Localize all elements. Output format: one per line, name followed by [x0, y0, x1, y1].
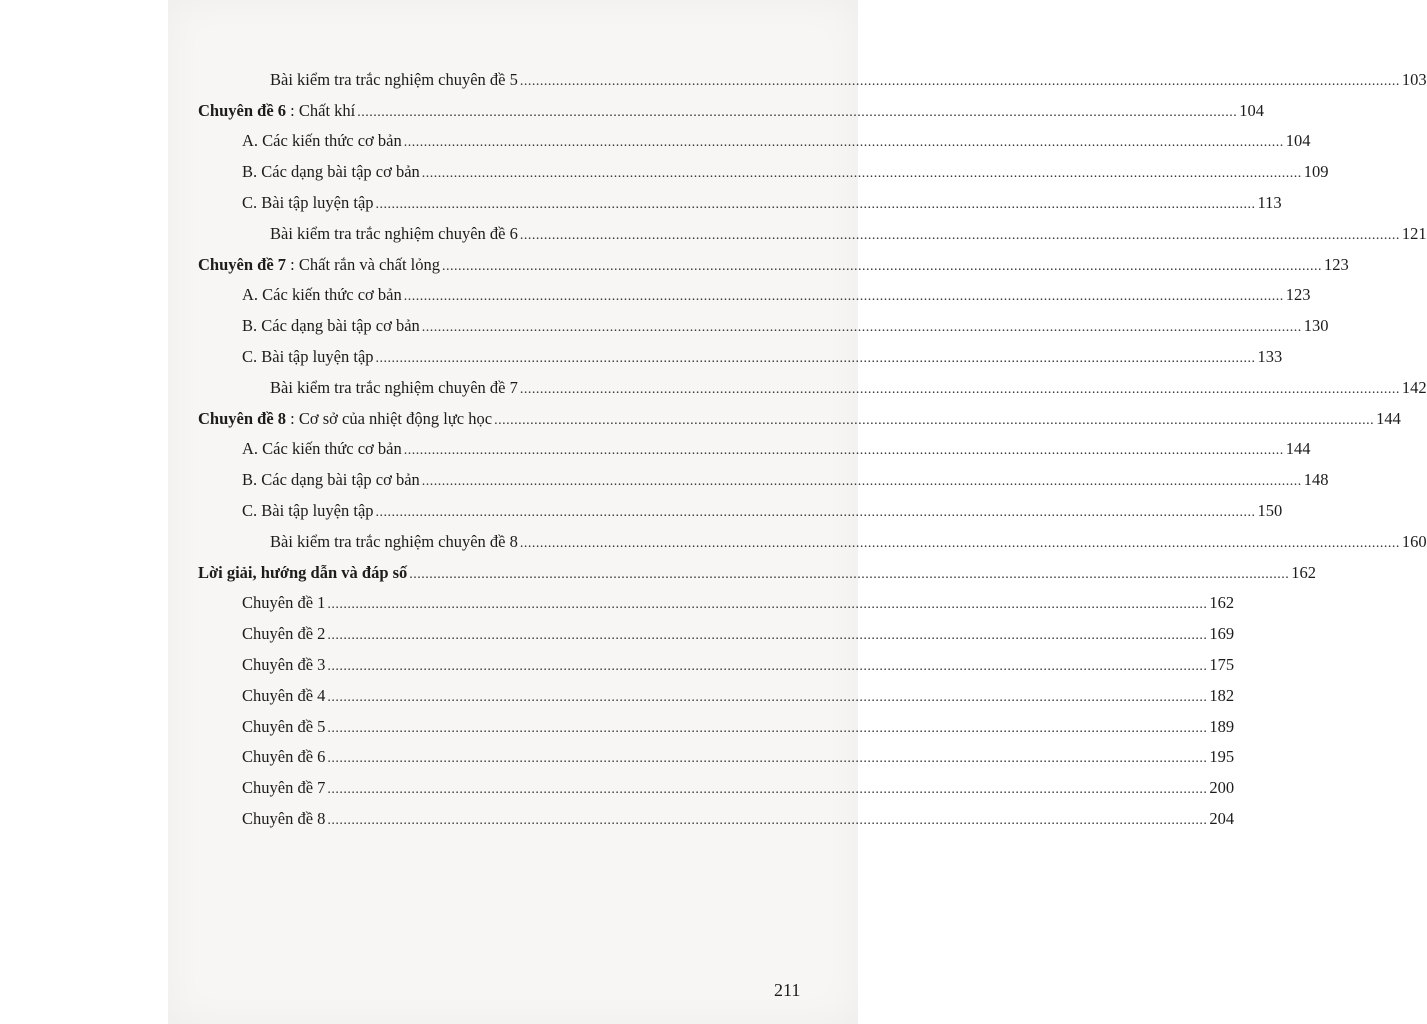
- toc-entry-title: Chuyên đề 5: [242, 716, 326, 736]
- toc-entry: [242, 586, 1235, 617]
- toc-entry-title: C. Bài tập luyện tập: [242, 500, 374, 520]
- toc-entry-heading: Chuyên đề 7: [198, 254, 287, 274]
- toc-entry: [198, 247, 1349, 278]
- toc-entry-title: Chuyên đề 7: [242, 778, 326, 798]
- dot-leader: ............................................................................................................................................................................................................................: [327, 782, 1208, 798]
- toc-entry-page: 144: [1285, 439, 1311, 459]
- dot-leader: ............................................................................................................................................................................................................................: [519, 227, 1400, 243]
- toc-entry-label: [242, 162, 422, 182]
- dot-leader: ............................................................................................................................................................................................................................: [442, 258, 1322, 274]
- toc-entry-label: [242, 747, 327, 767]
- toc-entry: [270, 524, 1427, 555]
- toc-entry-title: A. Các kiến thức cơ bản: [242, 285, 402, 305]
- toc-entry-page: 182: [1209, 685, 1235, 705]
- toc-entry-label: [242, 655, 327, 675]
- toc-entry-label: [242, 285, 404, 305]
- toc-entry-label: [270, 70, 520, 90]
- toc-entry-label: [242, 778, 327, 798]
- toc-entry: [242, 308, 1329, 339]
- toc-entry-page: 150: [1257, 500, 1283, 520]
- toc-entry-title: Chuyên đề 1: [242, 593, 326, 613]
- toc-entry: [242, 154, 1329, 185]
- toc-entry-page: 113: [1257, 192, 1282, 212]
- toc-entry: [242, 185, 1282, 216]
- toc-entry-page: 144: [1376, 408, 1401, 428]
- toc-entry: [198, 401, 1401, 432]
- toc-entry-page: 200: [1209, 778, 1235, 798]
- toc-entry-title: : Chất rắn và chất lỏng: [286, 254, 440, 274]
- toc-entry-label: [270, 378, 520, 398]
- toc-entry-page: 121: [1401, 223, 1427, 243]
- toc-entry-label: [242, 131, 404, 151]
- toc-entry-title: A. Các kiến thức cơ bản: [242, 439, 402, 459]
- dot-leader: ............................................................................................................................................................................................................................: [403, 443, 1284, 459]
- dot-leader: ............................................................................................................................................................................................................................: [375, 196, 1256, 212]
- dot-leader: ............................................................................................................................................................................................................................: [519, 381, 1400, 397]
- dot-leader: ............................................................................................................................................................................................................................: [327, 689, 1208, 705]
- toc-entry-label: [242, 316, 422, 336]
- book-page: [168, 0, 1427, 1024]
- toc-entry: [242, 678, 1235, 709]
- toc-entry-page: 123: [1285, 285, 1311, 305]
- toc-entry-title: A. Các kiến thức cơ bản: [242, 131, 402, 151]
- toc-entry-heading: Lời giải, hướng dẫn và đáp số: [198, 562, 408, 582]
- toc-entry-label: [242, 809, 327, 829]
- toc-entry-label: [242, 593, 327, 613]
- dot-leader: ............................................................................................................................................................................................................................: [375, 504, 1256, 520]
- toc-entry-title: Chuyên đề 8: [242, 808, 326, 828]
- toc-entry-title: Bài kiểm tra trắc nghiệm chuyên đề 7: [270, 377, 518, 397]
- dot-leader: ............................................................................................................................................................................................................................: [421, 474, 1302, 490]
- toc-entry-page: 169: [1209, 624, 1235, 644]
- toc-entry-title: Chuyên đề 6: [242, 747, 326, 767]
- toc-entry-label: [242, 470, 422, 490]
- toc-list: [168, 62, 1427, 832]
- dot-leader: ............................................................................................................................................................................................................................: [327, 658, 1208, 674]
- table-of-contents: [168, 62, 1427, 832]
- dot-leader: ............................................................................................................................................................................................................................: [403, 135, 1284, 151]
- toc-entry-title: Chuyên đề 3: [242, 654, 326, 674]
- toc-entry-label: [198, 563, 409, 583]
- toc-entry-page: 103: [1401, 69, 1427, 89]
- toc-entry-page: 175: [1209, 654, 1235, 674]
- toc-entry-label: [270, 532, 520, 552]
- toc-entry-label: [242, 193, 376, 213]
- toc-entry-page: 160: [1401, 531, 1427, 551]
- toc-entry-page: 195: [1209, 747, 1235, 767]
- toc-entry: [198, 555, 1317, 586]
- toc-entry-label: [242, 717, 327, 737]
- toc-entry: [270, 370, 1427, 401]
- toc-entry-title: B. Các dạng bài tập cơ bản: [242, 470, 420, 490]
- page-number: 211: [774, 980, 801, 1000]
- toc-entry-title: : Cơ sở của nhiệt động lực học: [286, 408, 493, 428]
- toc-entry-title: B. Các dạng bài tập cơ bản: [242, 162, 420, 182]
- toc-entry-title: B. Các dạng bài tập cơ bản: [242, 316, 420, 336]
- dot-leader: ............................................................................................................................................................................................................................: [327, 720, 1208, 736]
- toc-entry-page: 104: [1239, 100, 1264, 120]
- dot-leader: ............................................................................................................................................................................................................................: [519, 73, 1400, 89]
- toc-entry-page: 109: [1303, 162, 1329, 182]
- toc-entry-title: Chuyên đề 2: [242, 624, 326, 644]
- toc-entry: [270, 216, 1427, 247]
- toc-entry-page: 133: [1257, 346, 1283, 366]
- toc-entry-page: 189: [1209, 716, 1235, 736]
- toc-entry-title: Chuyên đề 4: [242, 685, 326, 705]
- toc-entry-title: Bài kiểm tra trắc nghiệm chuyên đề 5: [270, 69, 518, 89]
- dot-leader: ............................................................................................................................................................................................................................: [375, 350, 1256, 366]
- dot-leader: ............................................................................................................................................................................................................................: [403, 289, 1284, 305]
- toc-entry: [198, 93, 1264, 124]
- toc-entry-page: 162: [1291, 562, 1317, 582]
- toc-entry-title: C. Bài tập luyện tập: [242, 192, 374, 212]
- toc-entry-heading: Chuyên đề 8: [198, 408, 287, 428]
- toc-entry: [242, 432, 1311, 463]
- dot-leader: ............................................................................................................................................................................................................................: [421, 166, 1302, 182]
- toc-entry-heading: Chuyên đề 6: [198, 100, 287, 120]
- toc-entry-label: [242, 624, 327, 644]
- toc-entry: [242, 740, 1235, 771]
- dot-leader: ............................................................................................................................................................................................................................: [421, 320, 1302, 336]
- toc-entry-page: 204: [1209, 808, 1235, 828]
- toc-entry: [242, 493, 1283, 524]
- toc-entry: [242, 647, 1235, 678]
- toc-entry-title: C. Bài tập luyện tập: [242, 346, 374, 366]
- dot-leader: ............................................................................................................................................................................................................................: [327, 628, 1208, 644]
- toc-entry: [242, 124, 1311, 155]
- toc-entry-label: [198, 409, 494, 429]
- toc-entry-page: 130: [1303, 316, 1329, 336]
- dot-leader: ............................................................................................................................................................................................................................: [327, 597, 1208, 613]
- toc-entry-title: Bài kiểm tra trắc nghiệm chuyên đề 6: [270, 223, 518, 243]
- toc-entry-title: Bài kiểm tra trắc nghiệm chuyên đề 8: [270, 531, 518, 551]
- toc-entry: [242, 770, 1235, 801]
- toc-entry-page: 162: [1209, 593, 1235, 613]
- dot-leader: ............................................................................................................................................................................................................................: [494, 412, 1375, 428]
- dot-leader: ............................................................................................................................................................................................................................: [409, 566, 1290, 582]
- toc-entry-label: [198, 101, 357, 121]
- toc-entry-page: 148: [1303, 470, 1329, 490]
- toc-entry-page: 123: [1324, 254, 1349, 274]
- toc-entry-label: [242, 686, 327, 706]
- dot-leader: ............................................................................................................................................................................................................................: [357, 104, 1238, 120]
- toc-entry-label: [242, 439, 404, 459]
- toc-entry: [242, 709, 1235, 740]
- toc-entry: [242, 462, 1329, 493]
- toc-entry: [242, 616, 1235, 647]
- dot-leader: ............................................................................................................................................................................................................................: [519, 535, 1400, 551]
- toc-entry-title: : Chất khí: [286, 100, 356, 120]
- toc-entry: [242, 801, 1235, 832]
- toc-entry-label: [242, 347, 376, 367]
- toc-entry-label: [242, 501, 376, 521]
- toc-entry-page: 142: [1401, 377, 1427, 397]
- toc-entry: [270, 62, 1427, 93]
- toc-entry: [242, 339, 1283, 370]
- toc-entry-label: [270, 224, 520, 244]
- dot-leader: ............................................................................................................................................................................................................................: [327, 812, 1208, 828]
- dot-leader: ............................................................................................................................................................................................................................: [327, 751, 1208, 767]
- toc-entry-page: 104: [1285, 131, 1311, 151]
- toc-entry: [242, 278, 1311, 309]
- toc-entry-label: [198, 255, 442, 275]
